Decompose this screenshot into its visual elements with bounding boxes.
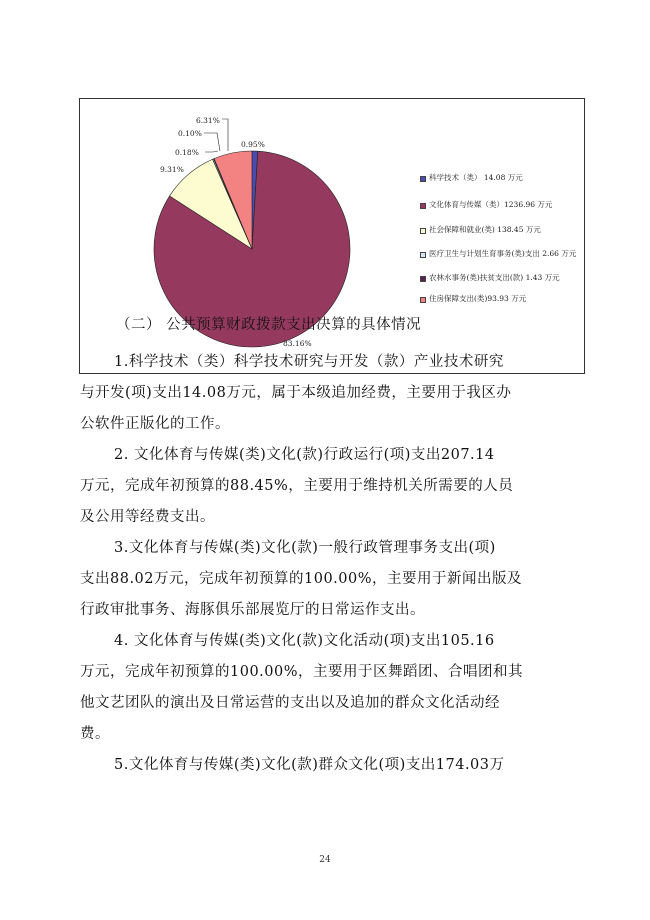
slice-percent-label: 0.18% [175,148,199,157]
paragraph-line: 1.科学技术（类）科学技术研究与开发（款）产业技术研究 [114,354,504,370]
paragraph-line: 与开发(项)支出14.08万元，属于本级追加经费，主要用于我区办 [80,385,512,401]
slice-percent-label: 0.95% [241,140,265,149]
legend-label: 住房保障支出(类)93.93 万元 [429,294,527,303]
legend-item [420,294,526,303]
paragraph-line: 支出88.02万元，完成年初预算的100.00%，主要用于新闻出版及 [80,571,523,587]
section-heading: （二） 公共预算财政拨款支出决算的具体情况 [116,317,422,333]
legend-label: 社会保障和就业(类) 138.45 万元 [429,225,541,234]
paragraph-line: 他文艺团队的演出及日常运营的支出以及追加的群众文化活动经 [80,695,500,711]
paragraph-line: 及公用等经费支出。 [80,509,215,525]
legend-swatch [420,252,426,258]
leader-line [205,151,218,152]
slice-percent-label: 9.31% [160,165,184,174]
legend-label: 医疗卫生与计划生育事务(类)支出 2.66 万元 [429,249,577,258]
slice-percent-label: 83.16% [283,339,312,348]
legend-swatch [420,176,426,182]
leader-line [204,133,220,151]
legend-label: 农林水事务(类)扶贫支出(款) 1.43 万元 [429,273,560,282]
paragraph-line: 万元，完成年初预算的88.45%，主要用于维持机关所需要的人员 [80,478,514,494]
legend-item [420,249,587,258]
paragraph-line: 行政审批事务、海豚俱乐部展览厅的日常运作支出。 [80,602,425,618]
paragraph-line: 3.文化体育与传媒(类)文化(款)一般行政管理事务支出(项) [114,540,496,556]
legend-swatch [420,228,426,234]
legend-label: 科学技术（类） 14.08 万元 [429,173,523,182]
legend-swatch [420,203,426,209]
slice-percent-label: 0.10% [178,129,202,138]
paragraph-line: 5.文化体育与传媒(类)文化(款)群众文化(项)支出174.03万 [114,757,505,773]
paragraph-line: 2. 文化体育与传媒(类)文化(款)行政运行(项)支出207.14 [114,447,495,463]
legend-label: 文化体育与传媒（类）1236.96 万元 [429,200,553,209]
legend-item [420,200,552,209]
paragraph-line: 公软件正版化的工作。 [80,416,230,432]
paragraph-line: 万元，完成年初预算的100.00%，主要用于区舞蹈团、合唱团和其 [80,664,524,680]
legend-swatch [420,297,426,303]
legend-item [420,225,541,234]
legend-item [420,273,579,282]
slice-percent-label: 6.31% [196,116,220,125]
paragraph-line: 费。 [80,726,110,742]
page-number: 24 [319,855,331,865]
leader-line [222,119,228,151]
paragraph-line: 4. 文化体育与传媒(类)文化(款)文化活动(项)支出105.16 [114,633,495,649]
legend-item [420,173,523,182]
legend-swatch [420,276,426,282]
